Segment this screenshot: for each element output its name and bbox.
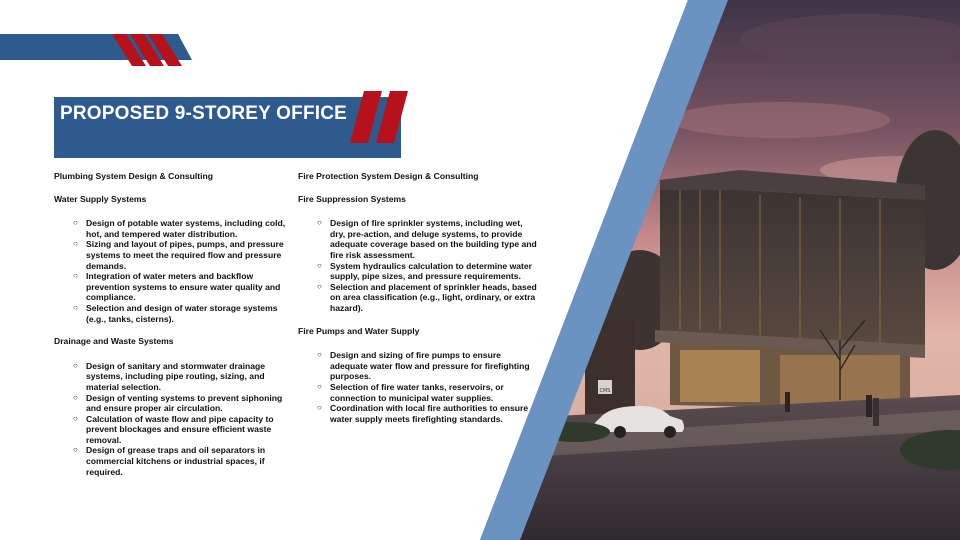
water-supply-list bbox=[54, 218, 294, 324]
list-item: ○ Selection and design of water storage systems (e.g., tanks, cisterns). bbox=[54, 303, 294, 324]
list-item: ○ Selection of fire water tanks, reservoirs, or connection to municipal water supplies. bbox=[298, 382, 538, 403]
list-item: ○ Design of fire sprinkler systems, including wet, dry, pre-action, and deluge systems, to provide adequate coverage based on the building type and fire risk assessment. bbox=[298, 218, 538, 260]
fire-suppression-heading: Fire Suppression Systems bbox=[298, 193, 406, 204]
plumbing-heading: Plumbing System Design & Consulting bbox=[54, 171, 213, 181]
list-item: ○ Design of sanitary and stormwater drainage systems, including pipe routing, sizing, and material selection. bbox=[54, 361, 294, 393]
list-item: ○ Coordination with local fire authorities to ensure water supply meets firefighting standards. bbox=[298, 403, 538, 424]
water-supply-heading: Water Supply Systems bbox=[54, 193, 147, 204]
drainage-list bbox=[54, 361, 294, 478]
list-item: ○ Calculation of waste flow and pipe capacity to prevent blockages and ensure efficient waste removal. bbox=[54, 414, 294, 446]
list-item: ○ Design and sizing of fire pumps to ensure adequate water flow and pressure for firefighting purposes. bbox=[298, 350, 538, 382]
list-item: ○ Design of potable water systems, including cold, hot, and tempered water distribution. bbox=[54, 218, 294, 239]
list-item: ○ Design of grease traps and oil separators in commercial kitchens or industrial spaces, if required. bbox=[54, 445, 294, 477]
fire-pumps-list bbox=[298, 350, 538, 424]
list-item: ○ Sizing and layout of pipes, pumps, and pressure systems to meet the required flow and pressure demands. bbox=[54, 239, 294, 271]
list-item: ○ Integration of water meters and backflow prevention systems to ensure water quality and compliance. bbox=[54, 271, 294, 303]
list-item: ○ Design of venting systems to prevent siphoning and ensure proper air circulation. bbox=[54, 393, 294, 414]
page-title: PROPOSED 9-STOREY OFFICE bbox=[60, 103, 348, 124]
fire-suppression-list bbox=[298, 218, 538, 313]
title-accent-stripes bbox=[350, 91, 418, 143]
fire-protection-column bbox=[298, 171, 538, 424]
fire-pumps-heading: Fire Pumps and Water Supply bbox=[298, 325, 420, 336]
plumbing-column bbox=[54, 171, 294, 477]
drainage-heading: Drainage and Waste Systems bbox=[54, 336, 174, 347]
building-sign-text: CMS bbox=[599, 388, 611, 394]
decorative-stripe bbox=[0, 30, 200, 70]
list-item: ○ System hydraulics calculation to determine water supply, pipe sizes, and pressure requirements. bbox=[298, 261, 538, 282]
list-item: ○ Selection and placement of sprinkler heads, based on area classification (e.g., light, ordinary, or extra hazard). bbox=[298, 282, 538, 314]
diagonal-frame bbox=[480, 0, 960, 540]
fire-protection-heading: Fire Protection System Design & Consulting bbox=[298, 171, 479, 181]
